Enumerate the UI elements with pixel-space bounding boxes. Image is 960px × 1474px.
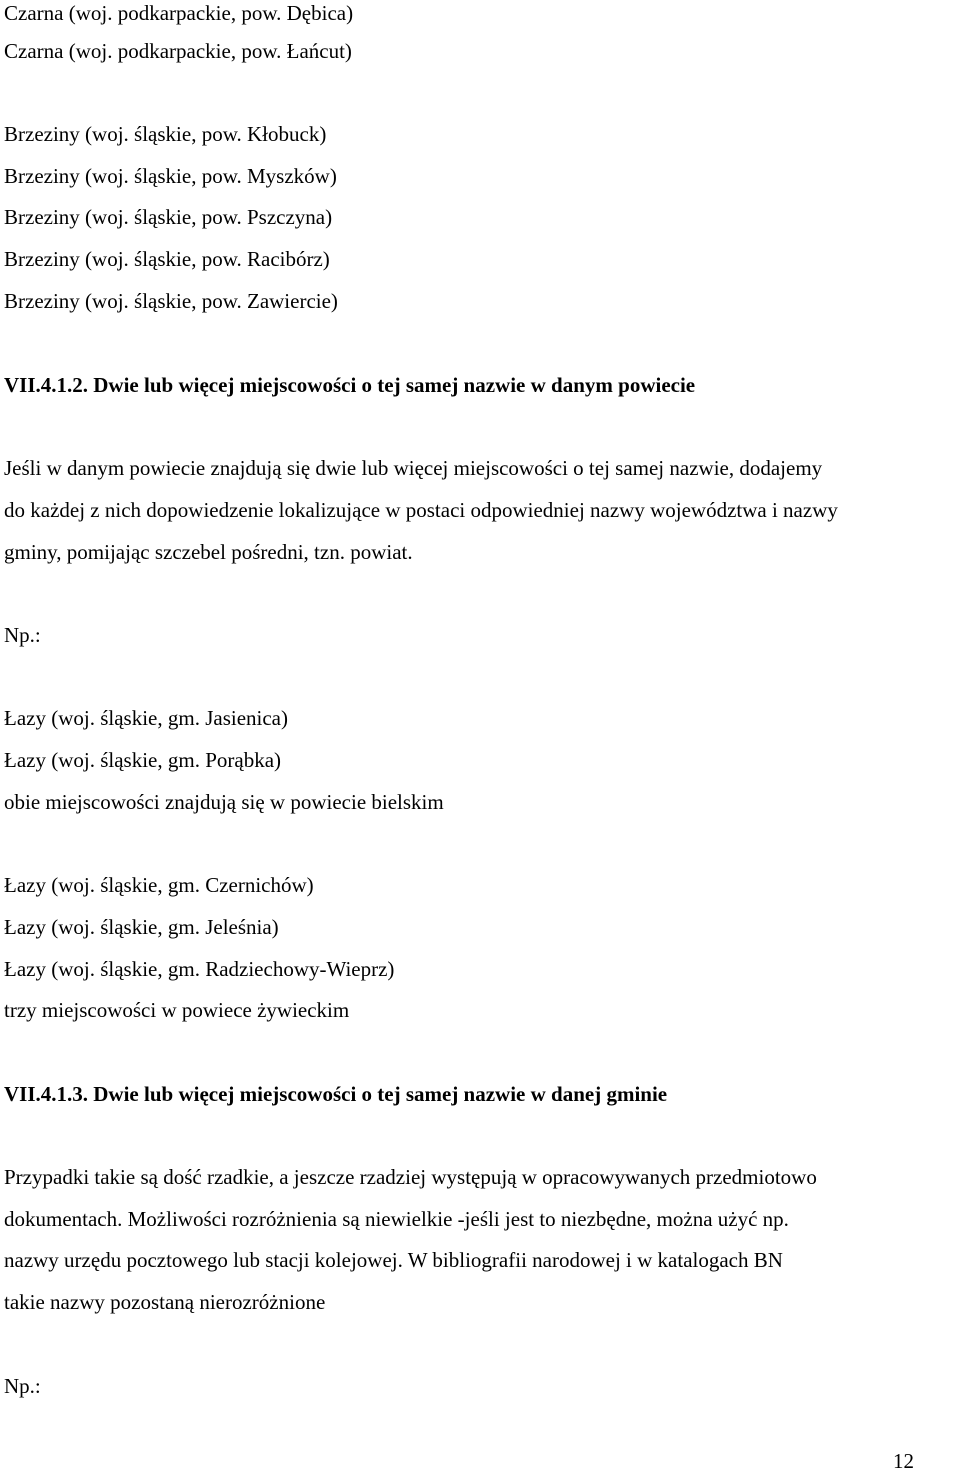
example-item: Łazy (woj. śląskie, gm. Czernichów) [4,873,314,897]
list-item-brzeziny-2: Brzeziny (woj. śląskie, pow. Myszków) [4,164,337,188]
example-note: trzy miejscowości w powiece żywieckim [4,998,350,1022]
example-label: Np.: [4,623,41,647]
list-item-brzeziny-3: Brzeziny (woj. śląskie, pow. Pszczyna) [4,205,333,229]
list-item-brzeziny-1: Brzeziny (woj. śląskie, pow. Kłobuck) [4,122,327,146]
paragraph-line: takie nazwy pozostaną nierozróżnione [4,1290,326,1314]
paragraph-line: dokumentach. Możliwości rozróżnienia są niewielkie -jeśli jest to niezbędne, można użyć np. [4,1207,789,1231]
section-heading-2: VII.4.1.2. Dwie lub więcej miejscowości o tej samej nazwie w danym powiecie [4,373,696,397]
paragraph-line: gminy, pomijając szczebel pośredni, tzn. powiat. [4,540,413,564]
list-item-czarna-1: Czarna (woj. podkarpackie, pow. Dębica) [4,1,354,25]
paragraph-line: do każdej z nich dopowiedzenie lokalizujące w postaci odpowiedniej nazwy województwa i nazwy [4,498,838,522]
page-number: 12 [893,1449,914,1473]
example-item: Łazy (woj. śląskie, gm. Porąbka) [4,748,282,772]
example-item: Łazy (woj. śląskie, gm. Radziechowy-Wieprz) [4,957,395,981]
example-item: Łazy (woj. śląskie, gm. Jasienica) [4,706,288,730]
example-note: obie miejscowości znajdują się w powiecie bielskim [4,790,444,814]
example-item: Łazy (woj. śląskie, gm. Jeleśnia) [4,915,279,939]
paragraph-line: Jeśli w danym powiecie znajdują się dwie lub więcej miejscowości o tej samej nazwie, dodajemy [4,456,823,480]
list-item-czarna-2: Czarna (woj. podkarpackie, pow. Łańcut) [4,39,352,63]
paragraph-line: Przypadki takie są dość rzadkie, a jeszcze rzadziej występują w opracowywanych przedmiotowo [4,1165,817,1189]
list-item-brzeziny-4: Brzeziny (woj. śląskie, pow. Racibórz) [4,247,330,271]
list-item-brzeziny-5: Brzeziny (woj. śląskie, pow. Zawiercie) [4,289,338,313]
example-label: Np.: [4,1374,41,1398]
paragraph-line: nazwy urzędu pocztowego lub stacji kolejowej. W bibliografii narodowej i w katalogach BN [4,1248,783,1272]
section-heading-3: VII.4.1.3. Dwie lub więcej miejscowości o tej samej nazwie w danej gminie [4,1082,668,1106]
